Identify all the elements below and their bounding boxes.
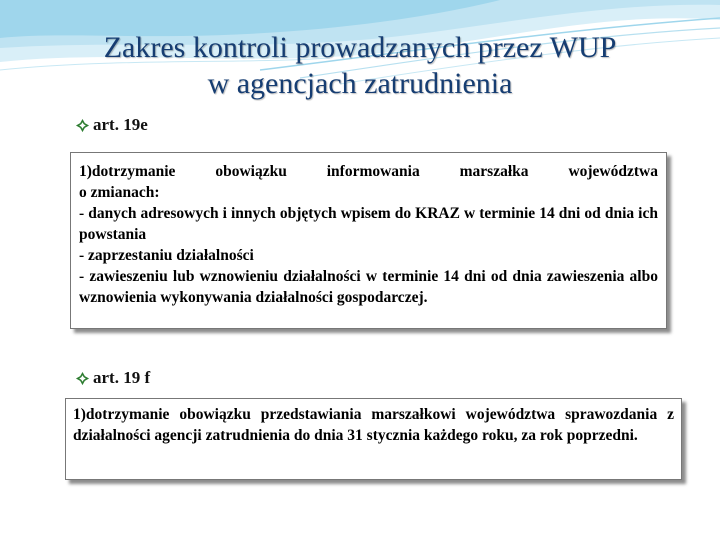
section1-first-line <box>79 161 658 182</box>
diamond-bullet-icon <box>75 371 90 386</box>
title-line-1: Zakres kontroli prowadzanych przez WUP <box>103 31 617 64</box>
section1-line: - zawieszeniu lub wznowieniu działalności w terminie 14 dni od dnia zawieszenia albo wznowienia wykonywania działalności gospodarczej. <box>79 268 658 306</box>
slide-title <box>0 30 720 102</box>
diamond-bullet-icon <box>75 118 90 133</box>
section2-heading <box>75 368 150 388</box>
section1-box <box>70 152 667 329</box>
section1-line: - zaprzestaniu działalności <box>79 247 254 264</box>
section2-box <box>65 398 682 480</box>
section1-line: o zmianach: <box>79 184 160 201</box>
section1-line: - danych adresowych i innych objętych wpisem do KRAZ w terminie 14 dni od dnia ich powstania <box>79 205 658 243</box>
section2-text: 1)dotrzymanie obowiązku przedstawiania marszałkowi województwa sprawozdania z działalności agencji zatrudnienia do dnia 31 stycznia każdego roku, za rok poprzedni. <box>73 406 674 444</box>
section1-word: województwa <box>568 163 658 180</box>
section1-word: marszałka <box>459 163 529 180</box>
section1-heading <box>75 115 148 135</box>
title-line-2: w agencjach zatrudnienia <box>207 67 513 100</box>
section1-word: informowania <box>326 163 420 180</box>
section1-word: obowiązku <box>215 163 287 180</box>
section1-word: 1)dotrzymanie <box>79 163 176 180</box>
section2-heading-label: art. 19 f <box>93 368 151 387</box>
section1-heading-label: art. 19e <box>93 115 148 134</box>
